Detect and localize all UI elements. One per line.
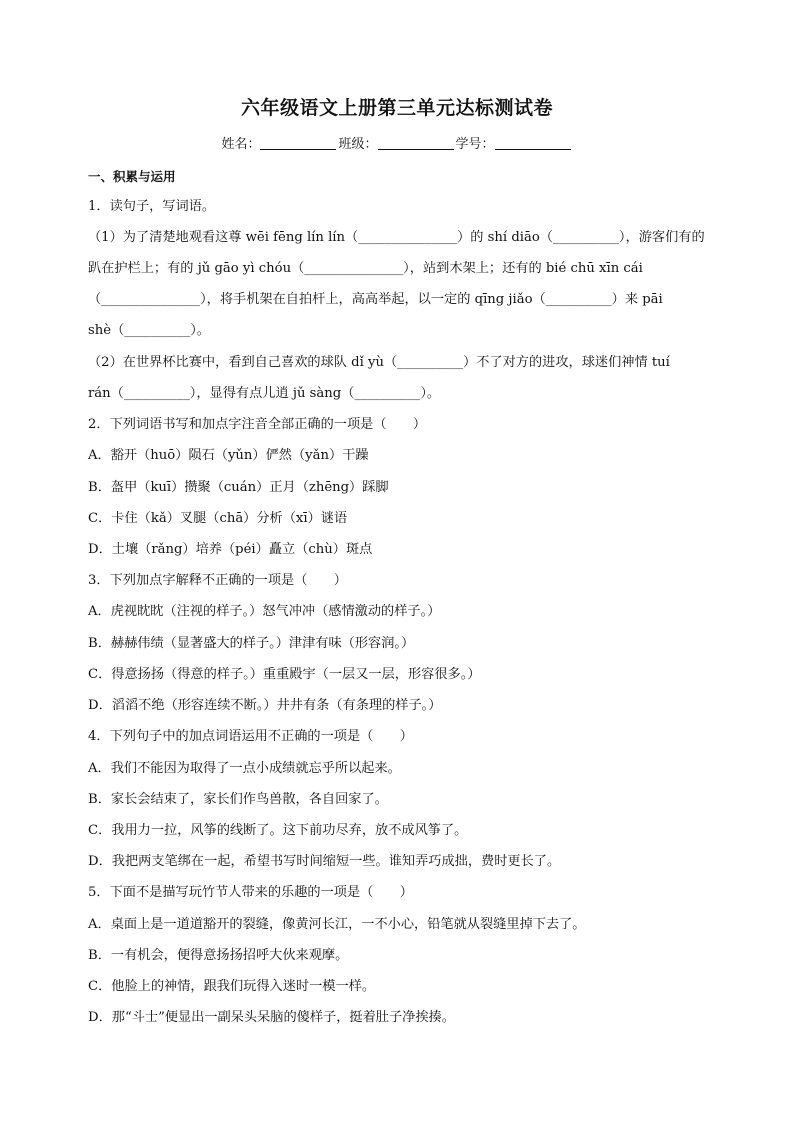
q1-line: （1）为了清楚地观看这尊 wēi fēng lín lín（_______________）的 shí diāo（__________），游客们有的 — [88, 230, 705, 245]
student-info-row — [0, 133, 794, 152]
q2-option[interactable]: A．豁开（huō）陨石（yǔn）俨然（yǎn）干躁 — [88, 448, 369, 463]
q5-option[interactable]: D．那“斗士”便显出一副呆头呆脑的傻样子，挺着肚子净挨揍。 — [88, 1010, 455, 1025]
q5-option[interactable]: C．他脸上的神情，跟我们玩得入迷时一模一样。 — [88, 979, 376, 994]
class-blank[interactable] — [378, 137, 454, 150]
class-label: 班级： — [338, 137, 378, 152]
q2-option[interactable]: C．卡住（kǎ）叉腿（chā）分析（xī）谜语 — [88, 511, 348, 526]
id-blank[interactable] — [495, 137, 571, 150]
page-title: 六年级语文上册第三单元达标测试卷 — [240, 97, 553, 119]
q5-option[interactable]: A．桌面上是一道道豁开的裂缝，像黄河长江，一不小心，铅笔就从裂缝里掉下去了。 — [88, 917, 586, 932]
q5-option[interactable]: B．一有机会，便得意扬扬招呼大伙来观摩。 — [88, 948, 349, 963]
q1-line: （_______________），将手机架在自拍杆上，高高举起，以一定的 qīng jiǎo（__________）来 pāi — [88, 292, 663, 307]
q1-line: rán（__________），显得有点儿逍 jǔ sàng（__________）。 — [88, 386, 441, 401]
q5-prompt: 5．下面不是描写玩竹节人带来的乐趣的一项是（ ） — [88, 885, 413, 900]
q3-prompt: 3．下列加点字解释不正确的一项是（ ） — [88, 573, 347, 588]
q4-option[interactable]: D．我把两支笔绑在一起，希望书写时间缩短一些。谁知弄巧成拙，费时更长了。 — [88, 854, 561, 869]
q4-option[interactable]: A．我们不能因为取得了一点小成绩就忘乎所以起来。 — [88, 761, 401, 776]
q2-option[interactable]: D．土壤（rǎng）培养（péi）矗立（chù）斑点 — [88, 542, 373, 557]
q1-prompt: 1．读句子，写词语。 — [88, 199, 216, 214]
section-heading: 一、积累与运用 — [88, 169, 176, 184]
q2-prompt: 2．下列词语书写和加点字注音全部正确的一项是（ ） — [88, 417, 427, 432]
q1-line: shè（__________）。 — [88, 323, 210, 338]
q3-option[interactable]: D．滔滔不绝（形容连续不断。）井井有条（有条理的样子。） — [88, 698, 442, 713]
q3-option[interactable]: A．虎视眈眈（注视的样子。）怒气冲冲（感情激动的样子。） — [88, 604, 441, 619]
name-blank[interactable] — [260, 137, 336, 150]
name-label: 姓名： — [221, 137, 261, 152]
q4-option[interactable]: C．我用力一拉，风筝的线断了。这下前功尽弃，放不成风筝了。 — [88, 823, 468, 838]
q4-option[interactable]: B．家长会结束了，家长们作鸟兽散，各自回家了。 — [88, 792, 388, 807]
q4-prompt: 4．下列句子中的加点词语运用不正确的一项是（ ） — [88, 729, 413, 744]
id-label: 学号： — [455, 137, 495, 152]
q2-option[interactable]: B．盔甲（kuī）攒聚（cuán）正月（zhēng）踩脚 — [88, 480, 389, 495]
q3-option[interactable]: B．赫赫伟绩（显著盛大的样子。）津津有味（形容润。） — [88, 636, 415, 651]
q3-option[interactable]: C．得意扬扬（得意的样子。）重重殿宇（一层又一层，形容很多。） — [88, 667, 481, 682]
q1-line: （2）在世界杯比赛中，看到自己喜欢的球队 dǐ yù（__________）不了对方的进攻，球迷们神情 tuí — [88, 355, 670, 370]
q1-line: 趴在护栏上；有的 jǔ gāo yì chóu（_______________），站到木架上；还有的 bié chū xīn cái — [88, 261, 643, 276]
